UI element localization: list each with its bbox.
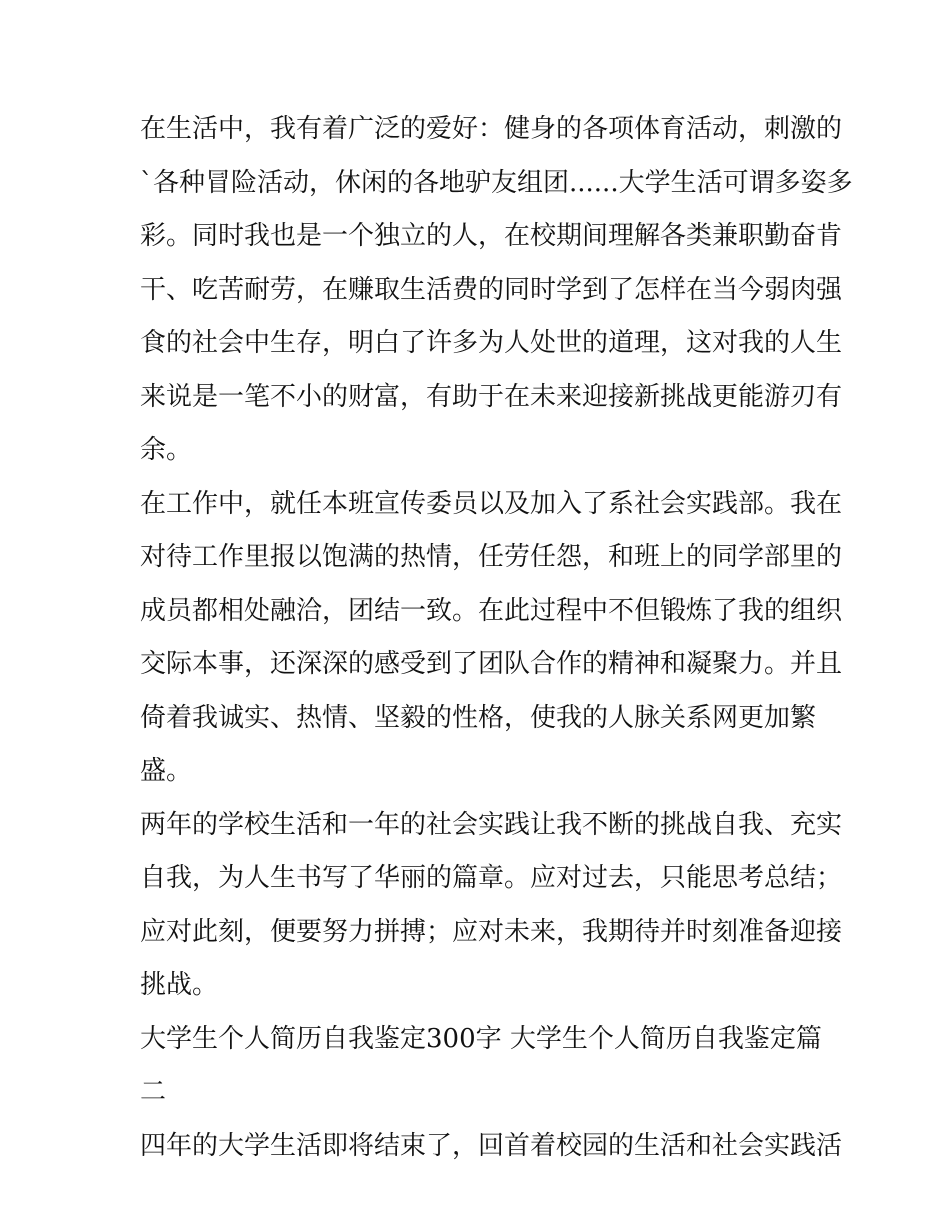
text-line: 四年的大学生活即将结束了，回首着校园的生活和社会实践活 (140, 1130, 843, 1161)
text-line: 应对此刻，便要努力拼搏；应对未来，我期待并时刻准备迎接 (140, 916, 843, 947)
text-line: 干、吃苦耐劳，在赚取生活费的同时学到了怎样在当今弱肉强 (140, 274, 843, 305)
text-line: 在工作中，就任本班宣传委员以及加入了系社会实践部。我在 (140, 488, 843, 519)
text-line: 余。 (140, 435, 193, 465)
text-line: 食的社会中生存，明白了许多为人处世的道理，这对我的人生 (140, 328, 843, 358)
text-line: 盛。 (140, 756, 193, 786)
text-line: 挑战。 (140, 970, 219, 1000)
section-heading-line: 二 (140, 1077, 167, 1107)
text-line: 在生活中，我有着广泛的爱好：健身的各项体育活动，刺激的 (140, 114, 843, 144)
text-line: 自我，为人生书写了华丽的篇章。应对过去，只能思考总结； (140, 863, 843, 893)
text-line: 成员都相处融洽，团结一致。在此过程中不但锻炼了我的组织 (140, 595, 843, 626)
text-line: 两年的学校生活和一年的社会实践让我不断的挑战自我、充实 (140, 809, 843, 840)
text-line: 交际本事，还深深的感受到了团队合作的精神和凝聚力。并且 (140, 649, 843, 679)
text-line: 倚着我诚实、热情、坚毅的性格，使我的人脉关系网更加繁 (140, 702, 817, 733)
section-heading-line: 大学生个人简历自我鉴定300字 大学生个人简历自我鉴定篇 (140, 1023, 822, 1054)
text-line: 对待工作里报以饱满的热情，任劳任怨，和班上的同学部里的 (140, 542, 843, 572)
document-body (140, 103, 853, 1173)
text-line: 彩。同时我也是一个独立的人，在校期间理解各类兼职勤奋肯 (140, 221, 843, 251)
text-line: 来说是一笔不小的财富，有助于在未来迎接新挑战更能游刃有 (140, 381, 843, 412)
text-line: `各种冒险活动，休闲的各地驴友组团......大学生活可谓多姿多 (140, 167, 853, 198)
